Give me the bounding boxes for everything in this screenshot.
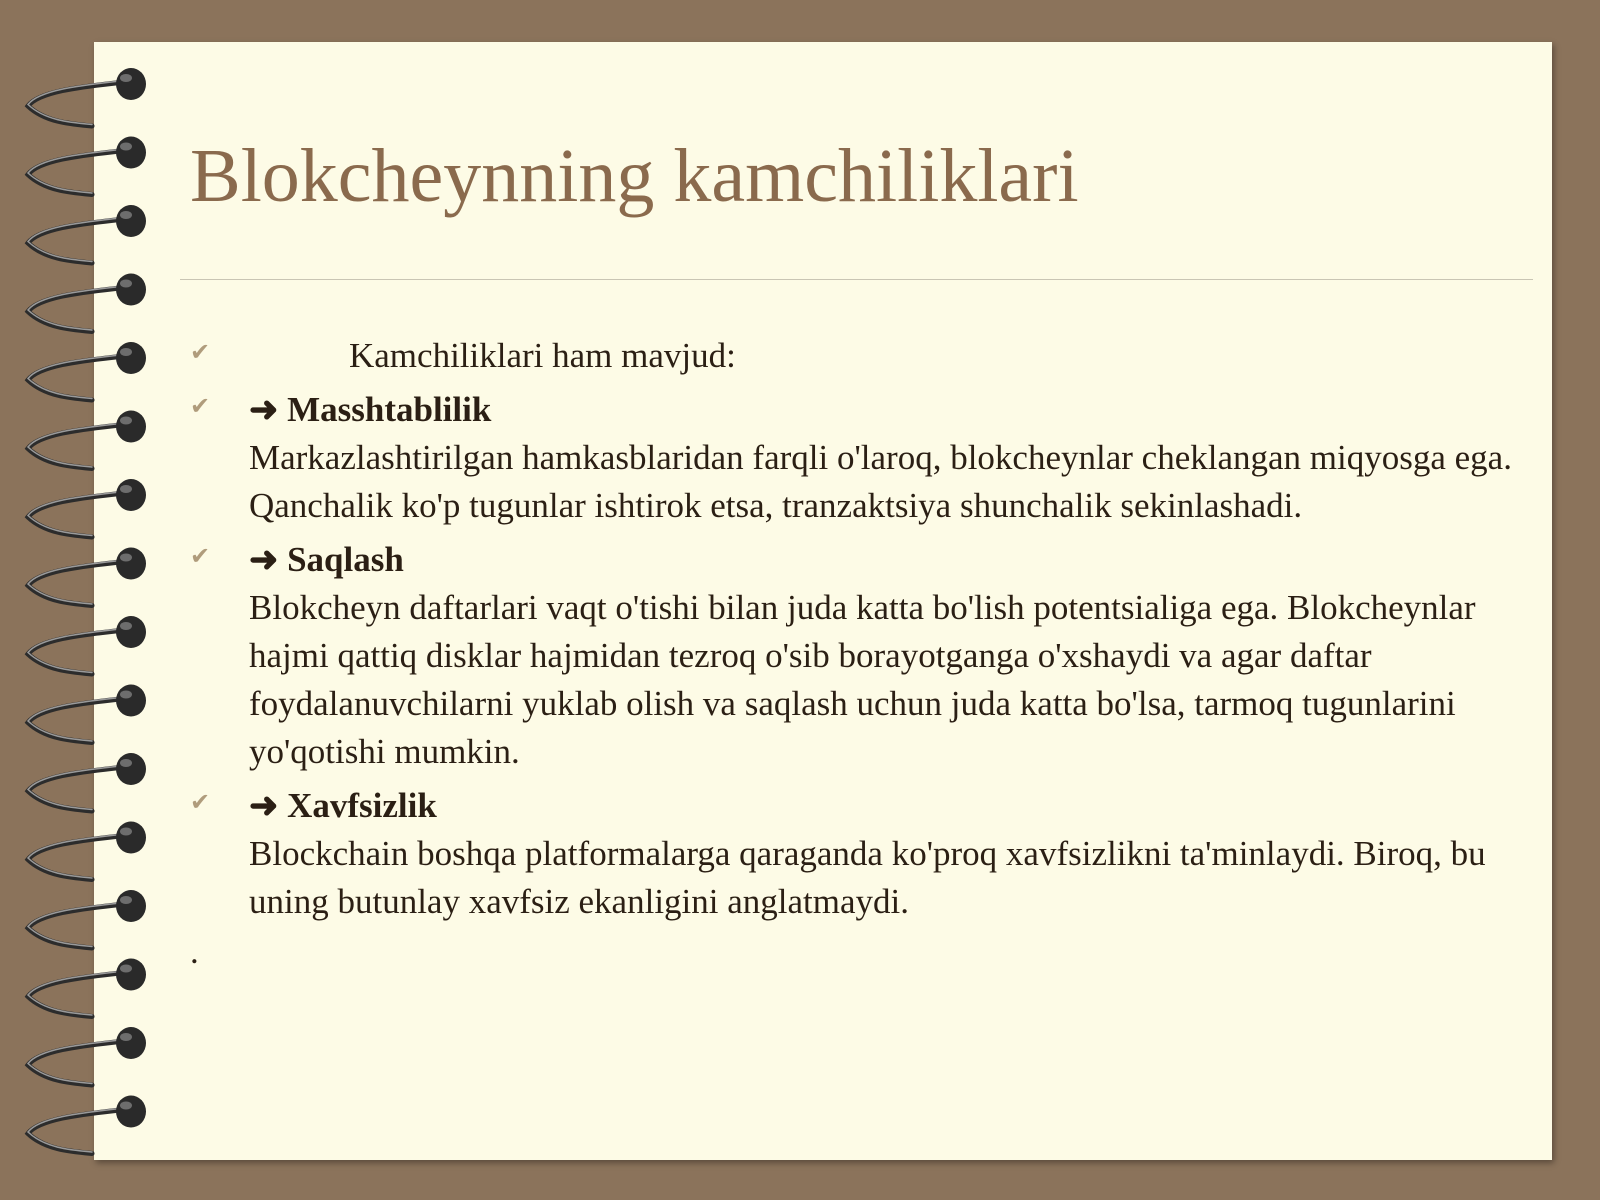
intro-text: Kamchiliklari ham mavjud: [349,336,736,375]
binding-ring [28,1027,146,1085]
item-heading: ➜ Masshtablilik [249,390,492,429]
item-heading: ➜ Xavfsizlik [249,786,437,825]
binding-ring [28,68,146,126]
bullet-item-saqlash [190,536,1530,776]
binding-ring [28,137,146,195]
binding-ring [28,411,146,469]
item-text: Blockchain boshqa platformalarga qaraganda ko'proq xavfsizlikni ta'minlaydi. Biroq, bu uning butunlay xavfsiz ekanligini anglatmaydi. [249,834,1486,921]
check-mark-icon: ✔ [190,788,211,816]
bullet-item-intro [190,332,1530,380]
binding-ring [28,1096,146,1154]
bullet-item-masshtablilik [190,386,1530,530]
item-text: Markazlashtirilgan hamkasblaridan farqli o'laroq, blokcheynlar cheklangan miqyosga ega. Qanchalik ko'p tugunlar ishtirok etsa, tranzaktsiya shunchalik sekinlashadi. [249,438,1512,525]
binding-ring [28,616,146,674]
binding-ring [28,548,146,606]
check-mark-icon: ✔ [190,338,211,366]
trailing-dot: . [190,932,199,971]
item-text: Blokcheyn daftarlari vaqt o'tishi bilan juda katta bo'lish potentsialiga ega. Blokcheynlar hajmi qattiq disklar hajmidan tezroq o'sib borayotganga o'xshaydi va agar daftar foydalanuvchilarni yuklab olish va saqlash uchun juda katta bo'lsa, tarmoq tugunlarini yo'qotishi mumkin. [249,588,1476,771]
binding-ring [28,685,146,743]
binding-ring [28,959,146,1017]
binding-ring [28,479,146,537]
spiral-binding [0,0,170,1200]
item-heading: ➜ Saqlash [249,540,404,579]
binding-ring [28,205,146,263]
binding-ring [28,753,146,811]
binding-ring [28,274,146,332]
check-mark-icon: ✔ [190,392,211,420]
title-divider [180,279,1533,280]
check-mark-icon: ✔ [190,542,211,570]
bullet-list [190,332,1530,972]
bullet-item-xavfsizlik [190,782,1530,926]
slide-title: Blokcheynning kamchiliklari [190,134,1079,218]
binding-ring [28,342,146,400]
binding-ring [28,822,146,880]
binding-ring [28,890,146,948]
